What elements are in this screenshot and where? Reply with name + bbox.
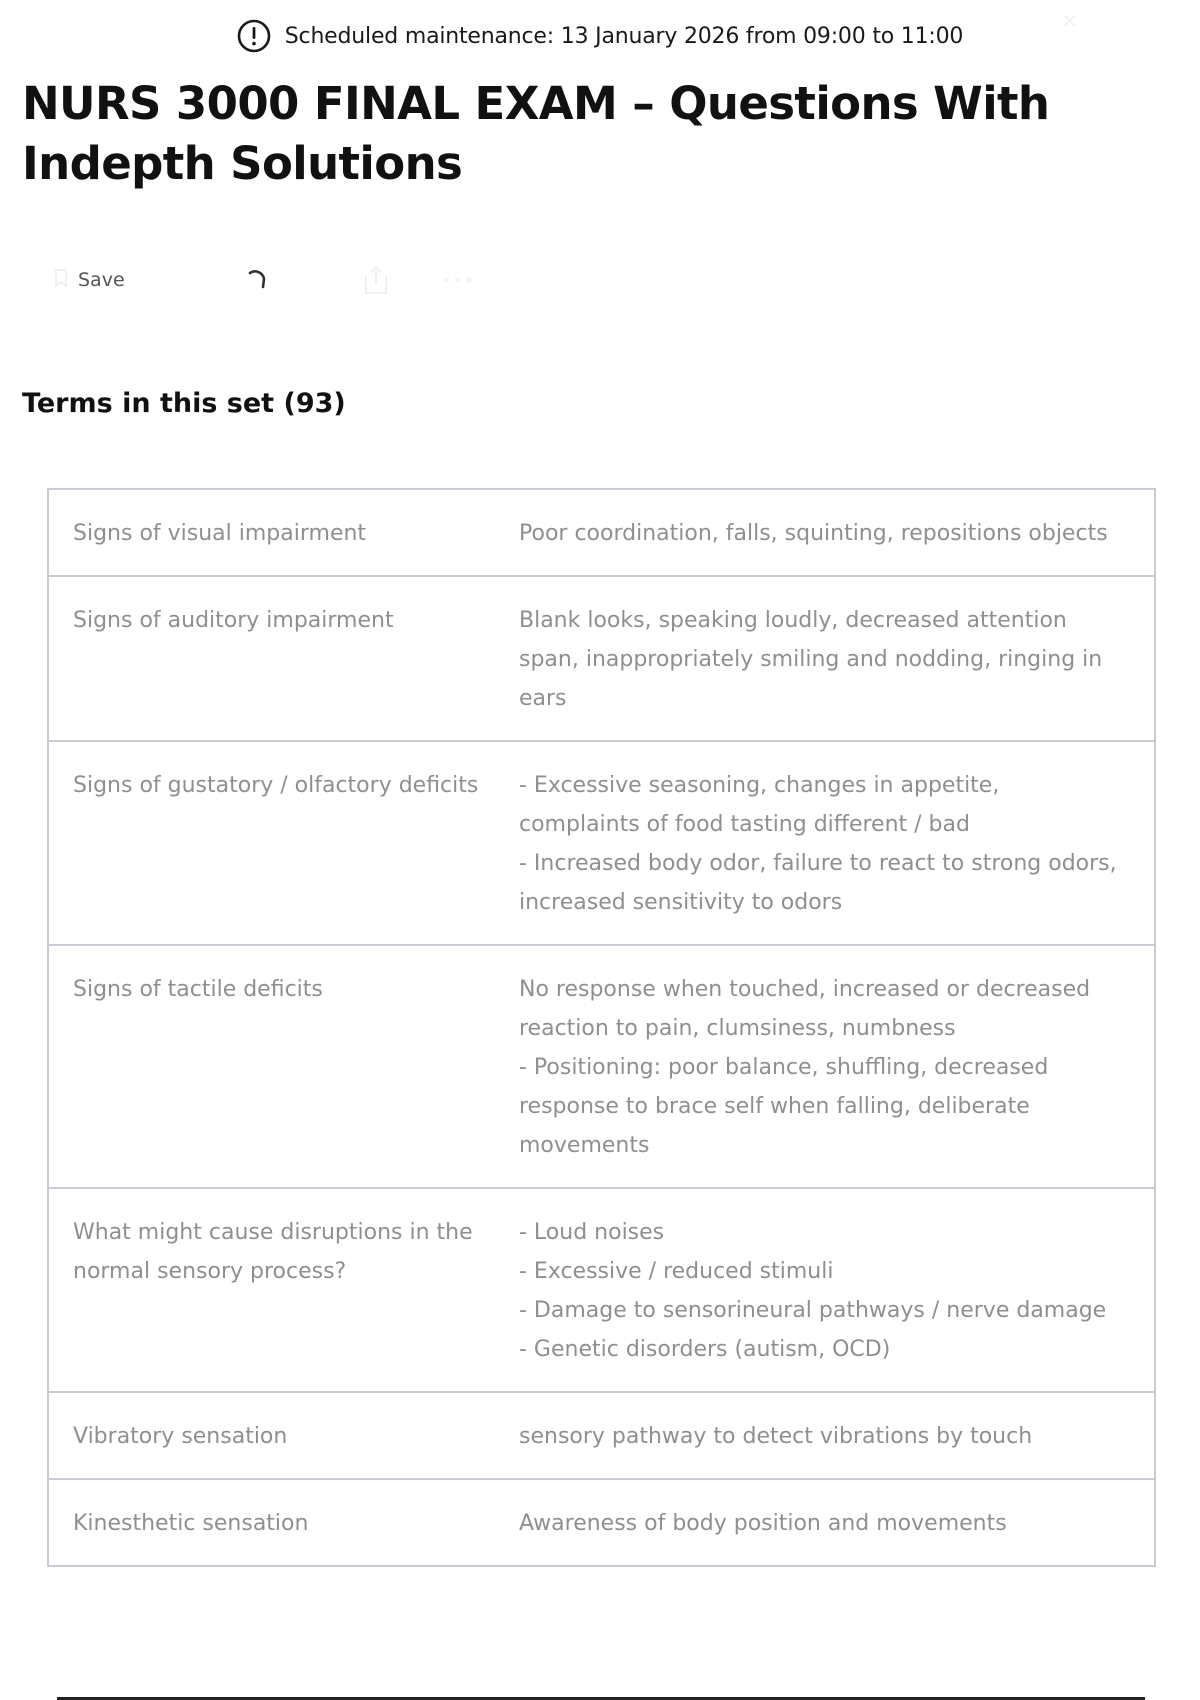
definition-line: Awareness of body position and movements bbox=[519, 1511, 1007, 1536]
term-text: Vibratory sensation bbox=[73, 1424, 288, 1449]
definition-text bbox=[519, 742, 1154, 944]
term-text: Signs of tactile deficits bbox=[73, 977, 323, 1002]
term-text: Kinesthetic sensation bbox=[73, 1511, 309, 1536]
definition-line: - Excessive / reduced stimuli bbox=[519, 1259, 834, 1284]
table-row[interactable] bbox=[49, 1480, 1154, 1565]
table-row[interactable] bbox=[49, 1393, 1154, 1480]
definition-line: - Damage to sensorineural pathways / nerve damage bbox=[519, 1298, 1107, 1323]
term-text: Signs of visual impairment bbox=[73, 521, 367, 546]
bookmark-icon bbox=[54, 268, 68, 293]
definition-line: - Genetic disorders (autism, OCD) bbox=[519, 1337, 891, 1362]
share-icon[interactable] bbox=[362, 258, 390, 302]
close-icon[interactable]: × bbox=[1061, 8, 1078, 32]
definition-line: - Excessive seasoning, changes in appetite, complaints of food tasting different / bad bbox=[519, 773, 1000, 837]
definition-line: - Positioning: poor balance, shuffling, decreased response to brace self when falling, deliberate movements bbox=[519, 1055, 1049, 1158]
definition-text bbox=[519, 1189, 1154, 1391]
definition-text bbox=[519, 1480, 1154, 1565]
page-title: NURS 3000 FINAL EXAM – Questions With Indepth Solutions bbox=[22, 77, 1050, 190]
table-row[interactable] bbox=[49, 742, 1154, 946]
term-text: What might cause disruptions in the normal sensory process? bbox=[73, 1220, 473, 1284]
table-row[interactable] bbox=[49, 1189, 1154, 1393]
save-label: Save bbox=[78, 269, 125, 291]
toolbar bbox=[22, 258, 722, 302]
definition-line: - Increased body odor, failure to react to strong odors, increased sensitivity to odors bbox=[519, 851, 1117, 915]
table-row[interactable] bbox=[49, 490, 1154, 577]
definition-line: No response when touched, increased or decreased reaction to pain, clumsiness, numbness bbox=[519, 977, 1091, 1041]
definition-line: - Loud noises bbox=[519, 1220, 665, 1245]
save-button[interactable] bbox=[54, 258, 125, 302]
definition-text bbox=[519, 946, 1154, 1187]
definition-line: sensory pathway to detect vibrations by touch bbox=[519, 1424, 1033, 1449]
term-text: Signs of auditory impairment bbox=[73, 608, 394, 633]
loading-spinner-icon bbox=[242, 258, 272, 302]
more-options-icon[interactable] bbox=[442, 258, 474, 302]
definition-text bbox=[519, 490, 1154, 575]
definition-line: Poor coordination, falls, squinting, repositions objects bbox=[519, 521, 1108, 546]
maintenance-text: Scheduled maintenance: 13 January 2026 from 09:00 to 11:00 bbox=[284, 23, 964, 49]
definition-text bbox=[519, 1393, 1154, 1478]
maintenance-banner bbox=[0, 16, 1200, 56]
definition-line: Blank looks, speaking loudly, decreased attention span, inappropriately smiling and nodding, ringing in ears bbox=[519, 608, 1103, 711]
terms-table bbox=[47, 488, 1156, 1567]
definition-text bbox=[519, 577, 1154, 740]
exclamation-circle-icon bbox=[237, 19, 271, 53]
term-text: Signs of gustatory / olfactory deficits bbox=[73, 773, 479, 798]
terms-heading: Terms in this set (93) bbox=[22, 388, 346, 419]
table-row[interactable] bbox=[49, 577, 1154, 742]
table-row[interactable] bbox=[49, 946, 1154, 1189]
